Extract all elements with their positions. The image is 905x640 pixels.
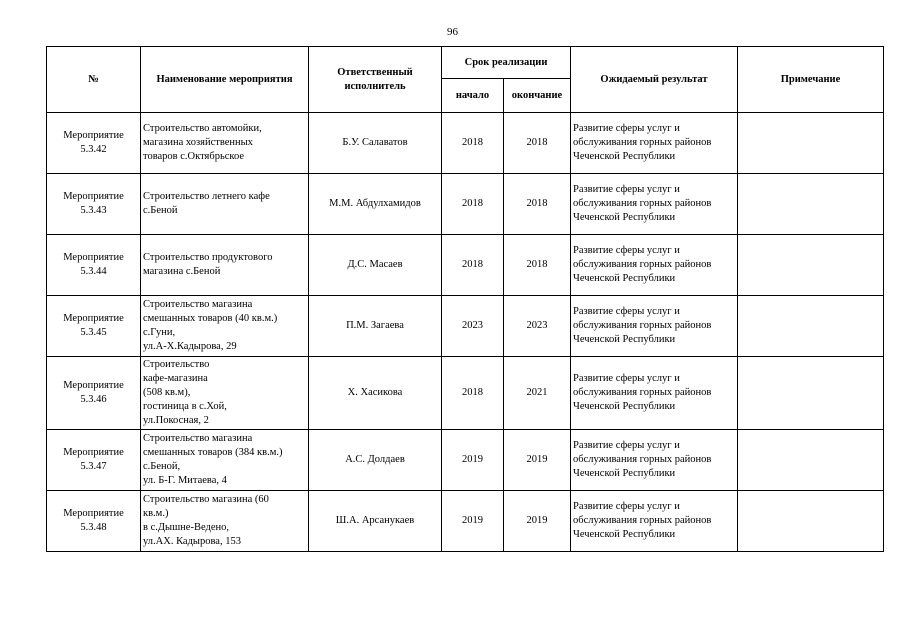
- measure-number: Мероприятие 5.3.46: [47, 357, 141, 430]
- note: [738, 430, 884, 491]
- responsible-person: Ш.А. Арсанукаев: [309, 491, 442, 552]
- measure-name: Строительство продуктового магазина с.Беной: [141, 235, 309, 296]
- note: [738, 174, 884, 235]
- table-row: [47, 430, 884, 491]
- responsible-person: А.С. Долдаев: [309, 430, 442, 491]
- expected-result: Развитие сферы услуг и обслуживания горных районов Чеченской Республики: [571, 357, 738, 430]
- header-note: Примечание: [738, 47, 884, 113]
- table-row: [47, 113, 884, 174]
- note: [738, 235, 884, 296]
- responsible-person: Б.У. Салаватов: [309, 113, 442, 174]
- table-row: [47, 296, 884, 357]
- responsible-person: М.М. Абдулхамидов: [309, 174, 442, 235]
- note: [738, 357, 884, 430]
- measure-number: Мероприятие 5.3.44: [47, 235, 141, 296]
- expected-result: Развитие сферы услуг и обслуживания горных районов Чеченской Республики: [571, 430, 738, 491]
- measure-name: Строительство магазина смешанных товаров (384 кв.м.) с.Беной, ул. Б-Г. Митаева, 4: [141, 430, 309, 491]
- measure-name: Строительство летнего кафе с.Беной: [141, 174, 309, 235]
- responsible-person: Х. Хасикова: [309, 357, 442, 430]
- header-period: Срок реализации: [442, 47, 571, 79]
- header-measure-name: Наименование мероприятия: [141, 47, 309, 113]
- measure-number: Мероприятие 5.3.47: [47, 430, 141, 491]
- header-expected-result: Ожидаемый результат: [571, 47, 738, 113]
- responsible-person: П.М. Загаева: [309, 296, 442, 357]
- table-row: [47, 491, 884, 552]
- end-year: 2018: [504, 235, 571, 296]
- measure-number: Мероприятие 5.3.45: [47, 296, 141, 357]
- start-year: 2018: [442, 174, 504, 235]
- page-number: 96: [447, 26, 458, 38]
- header-responsible: Ответственный исполнитель: [309, 47, 442, 113]
- measure-name: Строительство магазина (60 кв.м.) в с.Дышне-Ведено, ул.АХ. Кадырова, 153: [141, 491, 309, 552]
- measure-number: Мероприятие 5.3.48: [47, 491, 141, 552]
- end-year: 2023: [504, 296, 571, 357]
- measure-number: Мероприятие 5.3.43: [47, 174, 141, 235]
- measures-table: [46, 46, 884, 552]
- header-start: начало: [442, 79, 504, 113]
- table-row: [47, 357, 884, 430]
- end-year: 2019: [504, 491, 571, 552]
- measure-name: Строительство кафе-магазина (508 кв.м), гостиница в с.Хой, ул.Покосная, 2: [141, 357, 309, 430]
- start-year: 2018: [442, 113, 504, 174]
- note: [738, 113, 884, 174]
- measure-number: Мероприятие 5.3.42: [47, 113, 141, 174]
- start-year: 2018: [442, 357, 504, 430]
- end-year: 2021: [504, 357, 571, 430]
- start-year: 2019: [442, 491, 504, 552]
- start-year: 2018: [442, 235, 504, 296]
- responsible-person: Д.С. Масаев: [309, 235, 442, 296]
- table-row: [47, 235, 884, 296]
- expected-result: Развитие сферы услуг и обслуживания горных районов Чеченской Республики: [571, 235, 738, 296]
- start-year: 2023: [442, 296, 504, 357]
- note: [738, 491, 884, 552]
- measure-name: Строительство автомойки, магазина хозяйственных товаров с.Октябрьское: [141, 113, 309, 174]
- measure-name: Строительство магазина смешанных товаров (40 кв.м.) с.Гуни, ул.А-Х.Кадырова, 29: [141, 296, 309, 357]
- end-year: 2018: [504, 113, 571, 174]
- header-number: №: [47, 47, 141, 113]
- expected-result: Развитие сферы услуг и обслуживания горных районов Чеченской Республики: [571, 174, 738, 235]
- end-year: 2019: [504, 430, 571, 491]
- end-year: 2018: [504, 174, 571, 235]
- header-end: окончание: [504, 79, 571, 113]
- table-row: [47, 174, 884, 235]
- start-year: 2019: [442, 430, 504, 491]
- note: [738, 296, 884, 357]
- expected-result: Развитие сферы услуг и обслуживания горных районов Чеченской Республики: [571, 113, 738, 174]
- expected-result: Развитие сферы услуг и обслуживания горных районов Чеченской Республики: [571, 296, 738, 357]
- expected-result: Развитие сферы услуг и обслуживания горных районов Чеченской Республики: [571, 491, 738, 552]
